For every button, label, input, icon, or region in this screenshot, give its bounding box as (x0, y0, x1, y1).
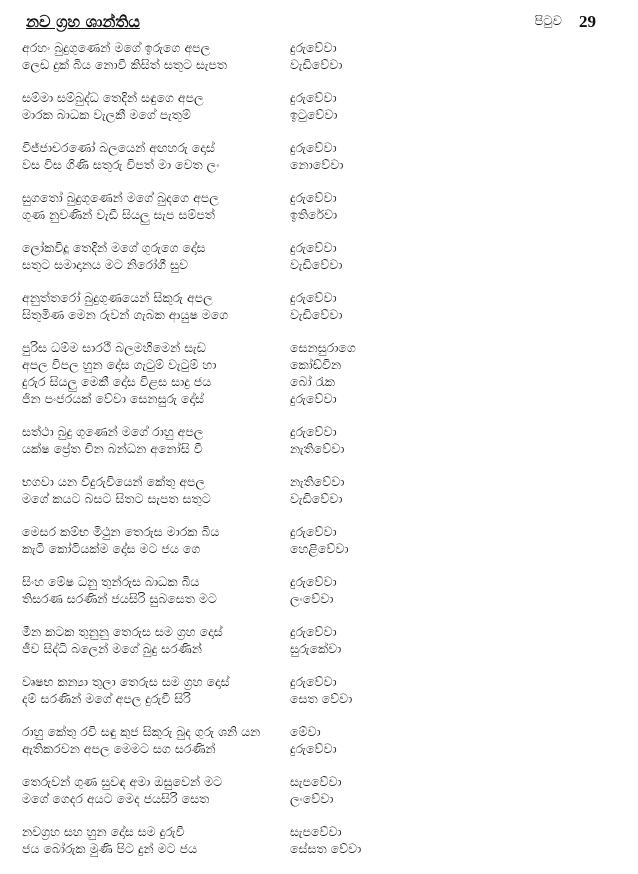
verse-line-text: රාහු කේතු රවි සඳු කුජ සිකුරු බුද ගුරු ශනි යන (22, 724, 261, 739)
verse-line (22, 391, 612, 408)
verse-line-refrain: දුරුවේවා (290, 190, 337, 205)
verse-line (22, 374, 612, 391)
verse-line-refrain: දුරුවේවා (290, 391, 337, 406)
verse-stanza (22, 574, 612, 608)
verse-line-refrain: නැතිවේවා (290, 474, 345, 489)
verse-line (22, 207, 612, 224)
verse-line (22, 340, 612, 357)
verse-line-refrain: සුරුකේවා (290, 641, 342, 656)
verse-stanza (22, 340, 612, 408)
page-title: නව ග්‍රහ ශාන්තිය (26, 12, 140, 31)
verse-line-text: ජය බෝරුක මුණි පිට දුන් මට ජය (22, 841, 198, 856)
verse-line-refrain: සැපවේවා (290, 824, 342, 839)
verse-line (22, 791, 612, 808)
verse-line-text: මීන කටක තුනුනු තෙරුස සම ග්‍රහ දොස් (22, 624, 223, 639)
verse-list (22, 40, 612, 874)
verse-line-text: අපල විපල හුන දෝස ගැටුම් වැටුම් හා (22, 357, 217, 372)
verse-stanza (22, 624, 612, 658)
verse-line-refrain: මේවා (290, 724, 321, 739)
verse-line (22, 641, 612, 658)
verse-line-refrain: සෙත වේවා (290, 691, 353, 706)
verse-line (22, 824, 612, 841)
verse-stanza (22, 424, 612, 458)
verse-line-text: භගවා යන විදුරුවියෙන් කේතු අපල (22, 474, 206, 489)
verse-line-refrain: හෙළිවේවා (290, 541, 349, 556)
verse-stanza (22, 190, 612, 224)
verse-line (22, 257, 612, 274)
verse-line-text: විජ්ජාචරණෝ බලයෙන් අඟහරු දොස් (22, 140, 215, 155)
verse-line (22, 474, 612, 491)
verse-line-text: වෘෂභ කන්‍යා තුලා තෙරුස සම ග්‍රහ දොස් (22, 674, 230, 689)
verse-line-text: සිතුමිණ මෙන රුවන් ගැබක ආයුෂ මගෙ (22, 307, 229, 322)
verse-line-refrain: දුරුවේවා (290, 741, 337, 756)
verse-stanza (22, 90, 612, 124)
verse-line-text: වස විස ගිණි සතුරු විපත් මා වෙත ලං (22, 157, 220, 172)
verse-line-text: මෙසර කම්භ මිථුන තෙරුස මාරක බිය (22, 524, 220, 539)
verse-line-text: මගේ කයට බසට සිතට සැපත සතුට (22, 491, 211, 506)
verse-line-refrain: ඉතිරේවා (290, 207, 338, 222)
verse-line-text: ලෝකවිදූ තෙදින් මගේ ගුරුගෙ දෝස (22, 240, 206, 255)
verse-stanza (22, 724, 612, 758)
verse-line (22, 307, 612, 324)
verse-stanza (22, 290, 612, 324)
verse-line-text: දම් සරණින් මගේ අපල දුරුවී සිරි (22, 691, 191, 706)
verse-line-text: සුගතෝ බුදුගුණෙන් මගේ බුදගෙ අපල (22, 190, 219, 205)
verse-line-text: ලෙඩ දුක් බිය නොවී කිසිත් සතුට සැපත (22, 57, 228, 72)
verse-line-refrain: සෙනසුරාගෙ (290, 340, 356, 355)
verse-line (22, 424, 612, 441)
verse-line (22, 140, 612, 157)
verse-line-refrain: දුරුවේවා (290, 240, 337, 255)
verse-line-refrain: දුරුවේවා (290, 524, 337, 539)
verse-stanza (22, 824, 612, 858)
verse-line (22, 691, 612, 708)
verse-line-refrain: දුරුවේවා (290, 40, 337, 55)
verse-line-text: තිසරණ සරණින් ජයසිරි සුබසෙත මට (22, 591, 217, 606)
verse-line-refrain: දුරුවේවා (290, 90, 337, 105)
verse-line-refrain: දුරුවේවා (290, 574, 337, 589)
verse-line-refrain: දුරුවේවා (290, 290, 337, 305)
verse-line (22, 290, 612, 307)
verse-stanza (22, 40, 612, 74)
verse-line (22, 774, 612, 791)
verse-line (22, 624, 612, 641)
verse-line-text: ඇතිකරවන අපල මෙමට සග සරණින් (22, 741, 216, 756)
verse-line-text: තෙරුවන් ගුණ සුවඳ අමා ඔසුවෙන් මට (22, 774, 223, 789)
verse-line-text: කැටී කෝටියක්ම දෝස මට ජය ගෙ (22, 541, 201, 556)
verse-line-refrain: වැඩිවේවා (290, 257, 343, 272)
verse-line-text: ජින පංජරයක් වේවා සෙනසුරු දෝස් (22, 391, 205, 406)
verse-stanza (22, 774, 612, 808)
verse-line-refrain: දුරුවේවා (290, 674, 337, 689)
verse-line-text: මාරක බාධක වැලකී මගේ පැතුම් (22, 107, 191, 122)
verse-line-refrain: ලංවේවා (290, 791, 334, 806)
verse-line (22, 107, 612, 124)
verse-line-text: සතුට සමාදානය මට නිරෝගී සුව (22, 257, 189, 272)
verse-line-refrain: ලංවේවා (290, 591, 334, 606)
verse-line-text: අනුත්තරෝ බුදුගුණයෙන් සිකුරු අපල (22, 290, 213, 305)
verse-stanza (22, 474, 612, 508)
verse-line-text: මගේ ගෙදර අයට මෙද ජයසිරි සෙත (22, 791, 210, 806)
verse-line (22, 357, 612, 374)
verse-line-refrain: බෝ රැක (290, 374, 335, 389)
verse-stanza (22, 524, 612, 558)
verse-line (22, 591, 612, 608)
verse-line-refrain: නැතිවේවා (290, 441, 345, 456)
verse-line-refrain: දුරුවේවා (290, 424, 337, 439)
verse-line (22, 491, 612, 508)
verse-line (22, 57, 612, 74)
verse-line (22, 157, 612, 174)
verse-line-refrain: නොවේවා (290, 157, 344, 172)
verse-line-text: සත්ථා බුදු ගුණෙන් මගේ රාහු අපල (22, 424, 204, 439)
verse-line (22, 841, 612, 858)
verse-line-text: සිංහ මේෂ ධනු තුන්රුස බාධක බිය (22, 574, 200, 589)
verse-stanza (22, 240, 612, 274)
verse-line (22, 524, 612, 541)
verse-line (22, 90, 612, 107)
verse-line-refrain: දුරුවේවා (290, 624, 337, 639)
verse-line (22, 240, 612, 257)
verse-line (22, 741, 612, 758)
verse-line-text: දුරුර සියලු මෙකී දෝස විළස සාදු ජය (22, 374, 212, 389)
verse-line-text: නවග්‍රහ සහ හුන දෝස සම දුරුවී (22, 824, 185, 839)
verse-line (22, 190, 612, 207)
verse-line-text: සම්මා සම්බුද්ධ තෙදින් සඳුගෙ අපල (22, 90, 204, 105)
verse-line-refrain: වැඩිවේවා (290, 491, 343, 506)
verse-line-refrain: වැඩිවේවා (290, 57, 343, 72)
verse-line (22, 441, 612, 458)
verse-line-text: අරහං බුදුගුණෙන් මගේ ඉරුගෙ අපල (22, 40, 211, 55)
verse-line-text: ජීව සිද්ධි බලෙන් මගේ බුදු සරණින් (22, 641, 202, 656)
verse-line (22, 724, 612, 741)
page-number: 29 (579, 12, 596, 31)
verse-line-refrain: ඉටුවේවා (290, 107, 338, 122)
verse-line-refrain: සැපවේවා (290, 774, 342, 789)
verse-line-refrain: දුරුවේවා (290, 140, 337, 155)
verse-stanza (22, 140, 612, 174)
verse-stanza (22, 674, 612, 708)
verse-line (22, 541, 612, 558)
verse-line-refrain: සේසත වේවා (290, 841, 362, 856)
verse-line-text: පුරිස ධම්ම සාරථී බලමහිමෙන් සැඩ (22, 340, 206, 355)
verse-line (22, 674, 612, 691)
verse-line (22, 574, 612, 591)
verse-line (22, 40, 612, 57)
page-header (26, 12, 596, 36)
page-label: පිටුව (534, 14, 562, 29)
verse-line-refrain: කෝඩ්වින (290, 357, 342, 372)
verse-line-text: ගුණ නුවණින් වැඩී සියලු සැප සම්පත් (22, 207, 215, 222)
verse-line-refrain: වැඩිවේවා (290, 307, 343, 322)
verse-line-text: යක්ෂ ප්‍රේත චින බන්ධන අනෝසි වී (22, 441, 203, 456)
